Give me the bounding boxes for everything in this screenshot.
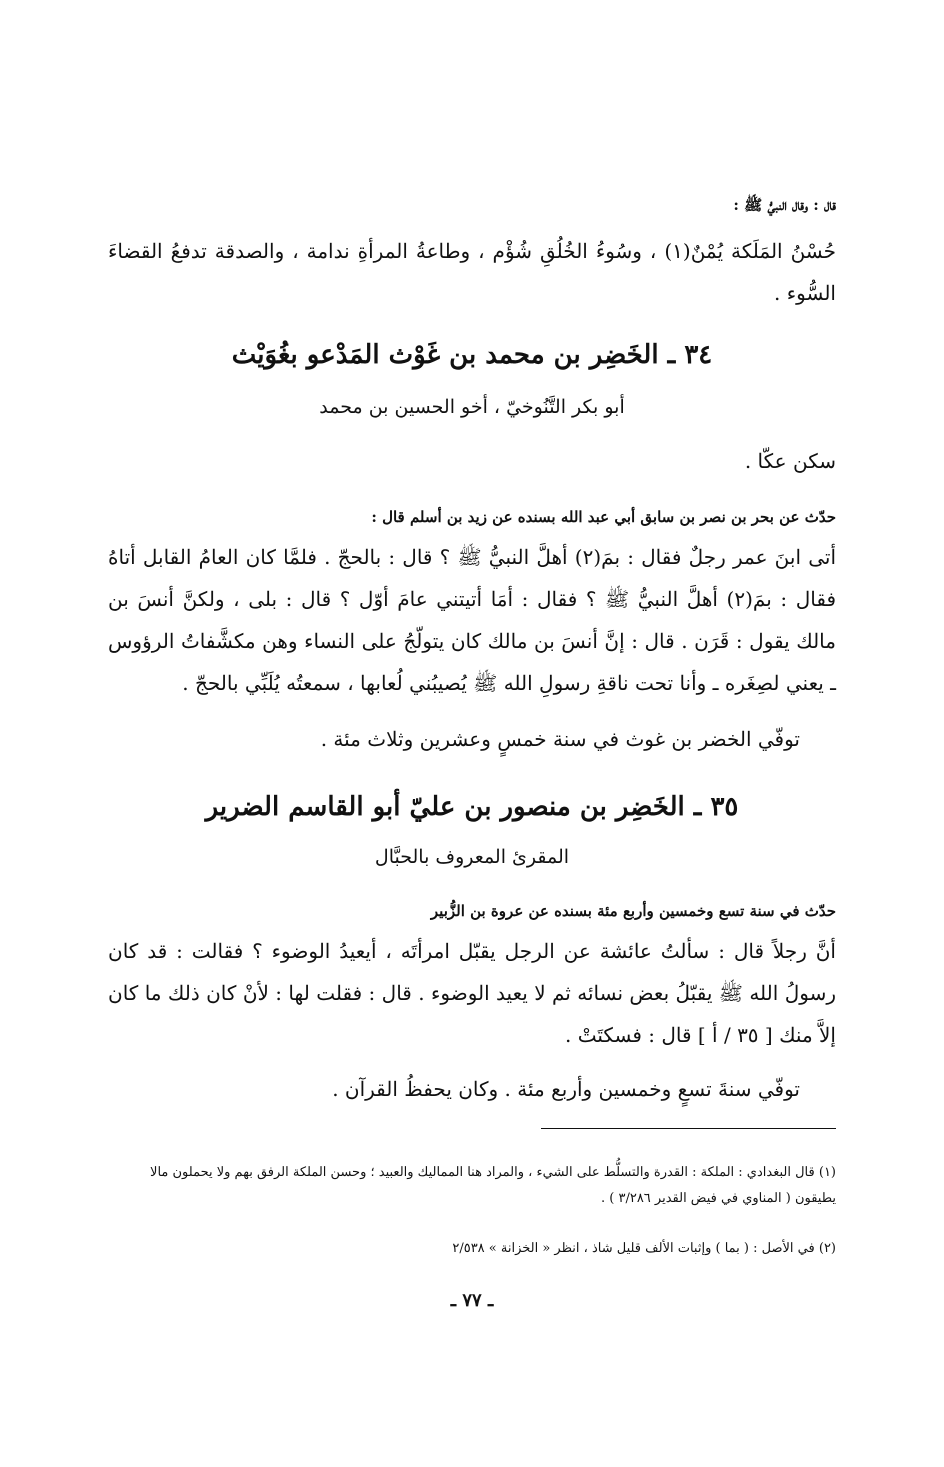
entry-34-death: توفّي الخضر بن غوث في سنة خمسٍ وعشرين وثلاث مئة .	[320, 727, 800, 751]
intro-hadith: حُسْنُ المَلَكة يُمْنٌ(١) ، وسُوءُ الخُلُقِ شُؤْم ، وطاعةُ المرأةِ ندامة ، والصدقة تدفعُ القضاءَ السُّوء .	[108, 239, 836, 305]
footnote-separator	[541, 1128, 836, 1129]
entry-34-isnad: حدّث عن بحر بن نصر بن سابق أبي عبد الله بسنده عن زيد بن أسلم قال :	[371, 508, 836, 526]
entry-34-heading: ٣٤ ـ الخَضِر بن محمد بن غَوْث المَدْعو بغُوَيْث	[231, 340, 713, 370]
entry-34-residence: سكن عكّا .	[744, 449, 836, 473]
entry-35-isnad: حدّث في سنة تسع وخمسين وأربع مئة بسنده عن عروة بن الزُّبير	[430, 902, 836, 920]
entry-35-text: أنَّ رجلاً قال : سألتُ عائشة عن الرجل يقبّل امرأتَه ، أيعيدُ الوضوء ؟ فقالت : قد كان رسولُ الله ﷺ يقبّلُ بعض نسائه ثم لا يعيد الوضوء . قال : فقلت لها : لأنْ كان ذلك ما كان إلاَّ منك [ ٣٥ / أ ] قال : فسكتَتْ .	[108, 939, 836, 1047]
entry-34-kunya: أبو بكر التَّنُوخيّ ، أخو الحسين بن محمد	[319, 396, 625, 418]
footnote-2: (٢) في الأصل : ( بما ) وإثبات الألف قليل شاذ ، انظر « الخزانة » ٢/٥٣٨	[452, 1241, 836, 1256]
intro-label: قال : وقال النبيُّ ﷺ :	[733, 196, 836, 214]
page-number: ـ ٧٧ ـ	[450, 1290, 494, 1311]
entry-35-kunya: المقرئ المعروف بالحبَّال	[374, 846, 570, 868]
entry-34-text: أتى ابنَ عمر رجلٌ فقال : بمَ(٢) أهلَّ النبيُّ ﷺ ؟ قال : بالحجّ . فلمَّا كان العامُ القابل أتاهُ فقال : بمَ(٢) أهلَّ النبيُّ ﷺ ؟ فقال : أمَا أتيتني عامَ أوّل ؟ قال : بلى ، ولكنَّ أنسَ بن مالك يقول : قَرَن . قال : إنَّ أنسَ بن مالك كان يتولّجُ على النساء وهن مكشَّفاتُ الرؤوس ـ يعني لصِغَره ـ وأنا تحت ناقةِ رسولِ الله ﷺ يُصيبُني لُعابها ، سمعتُه يُلَبِّي بالحجّ .	[108, 545, 837, 695]
footnote-1: (١) قال البغدادي : الملكة : القدرة والتسلُّط على الشيء ، والمراد هنا المماليك والعبيد ؛ وحسن الملكة الرفق بهم ولا يحملون مالا يطيقون ( المناوي في فيض القدير ٣/٢٨٦ ) .	[150, 1165, 836, 1206]
entry-35-death: توفّي سنةَ تسعٍ وخمسين وأربع مئة . وكان يحفظُ القرآن .	[332, 1077, 800, 1101]
entry-35-heading: ٣٥ ـ الخَضِر بن منصور بن عليّ أبو القاسم الضرير	[205, 792, 739, 822]
